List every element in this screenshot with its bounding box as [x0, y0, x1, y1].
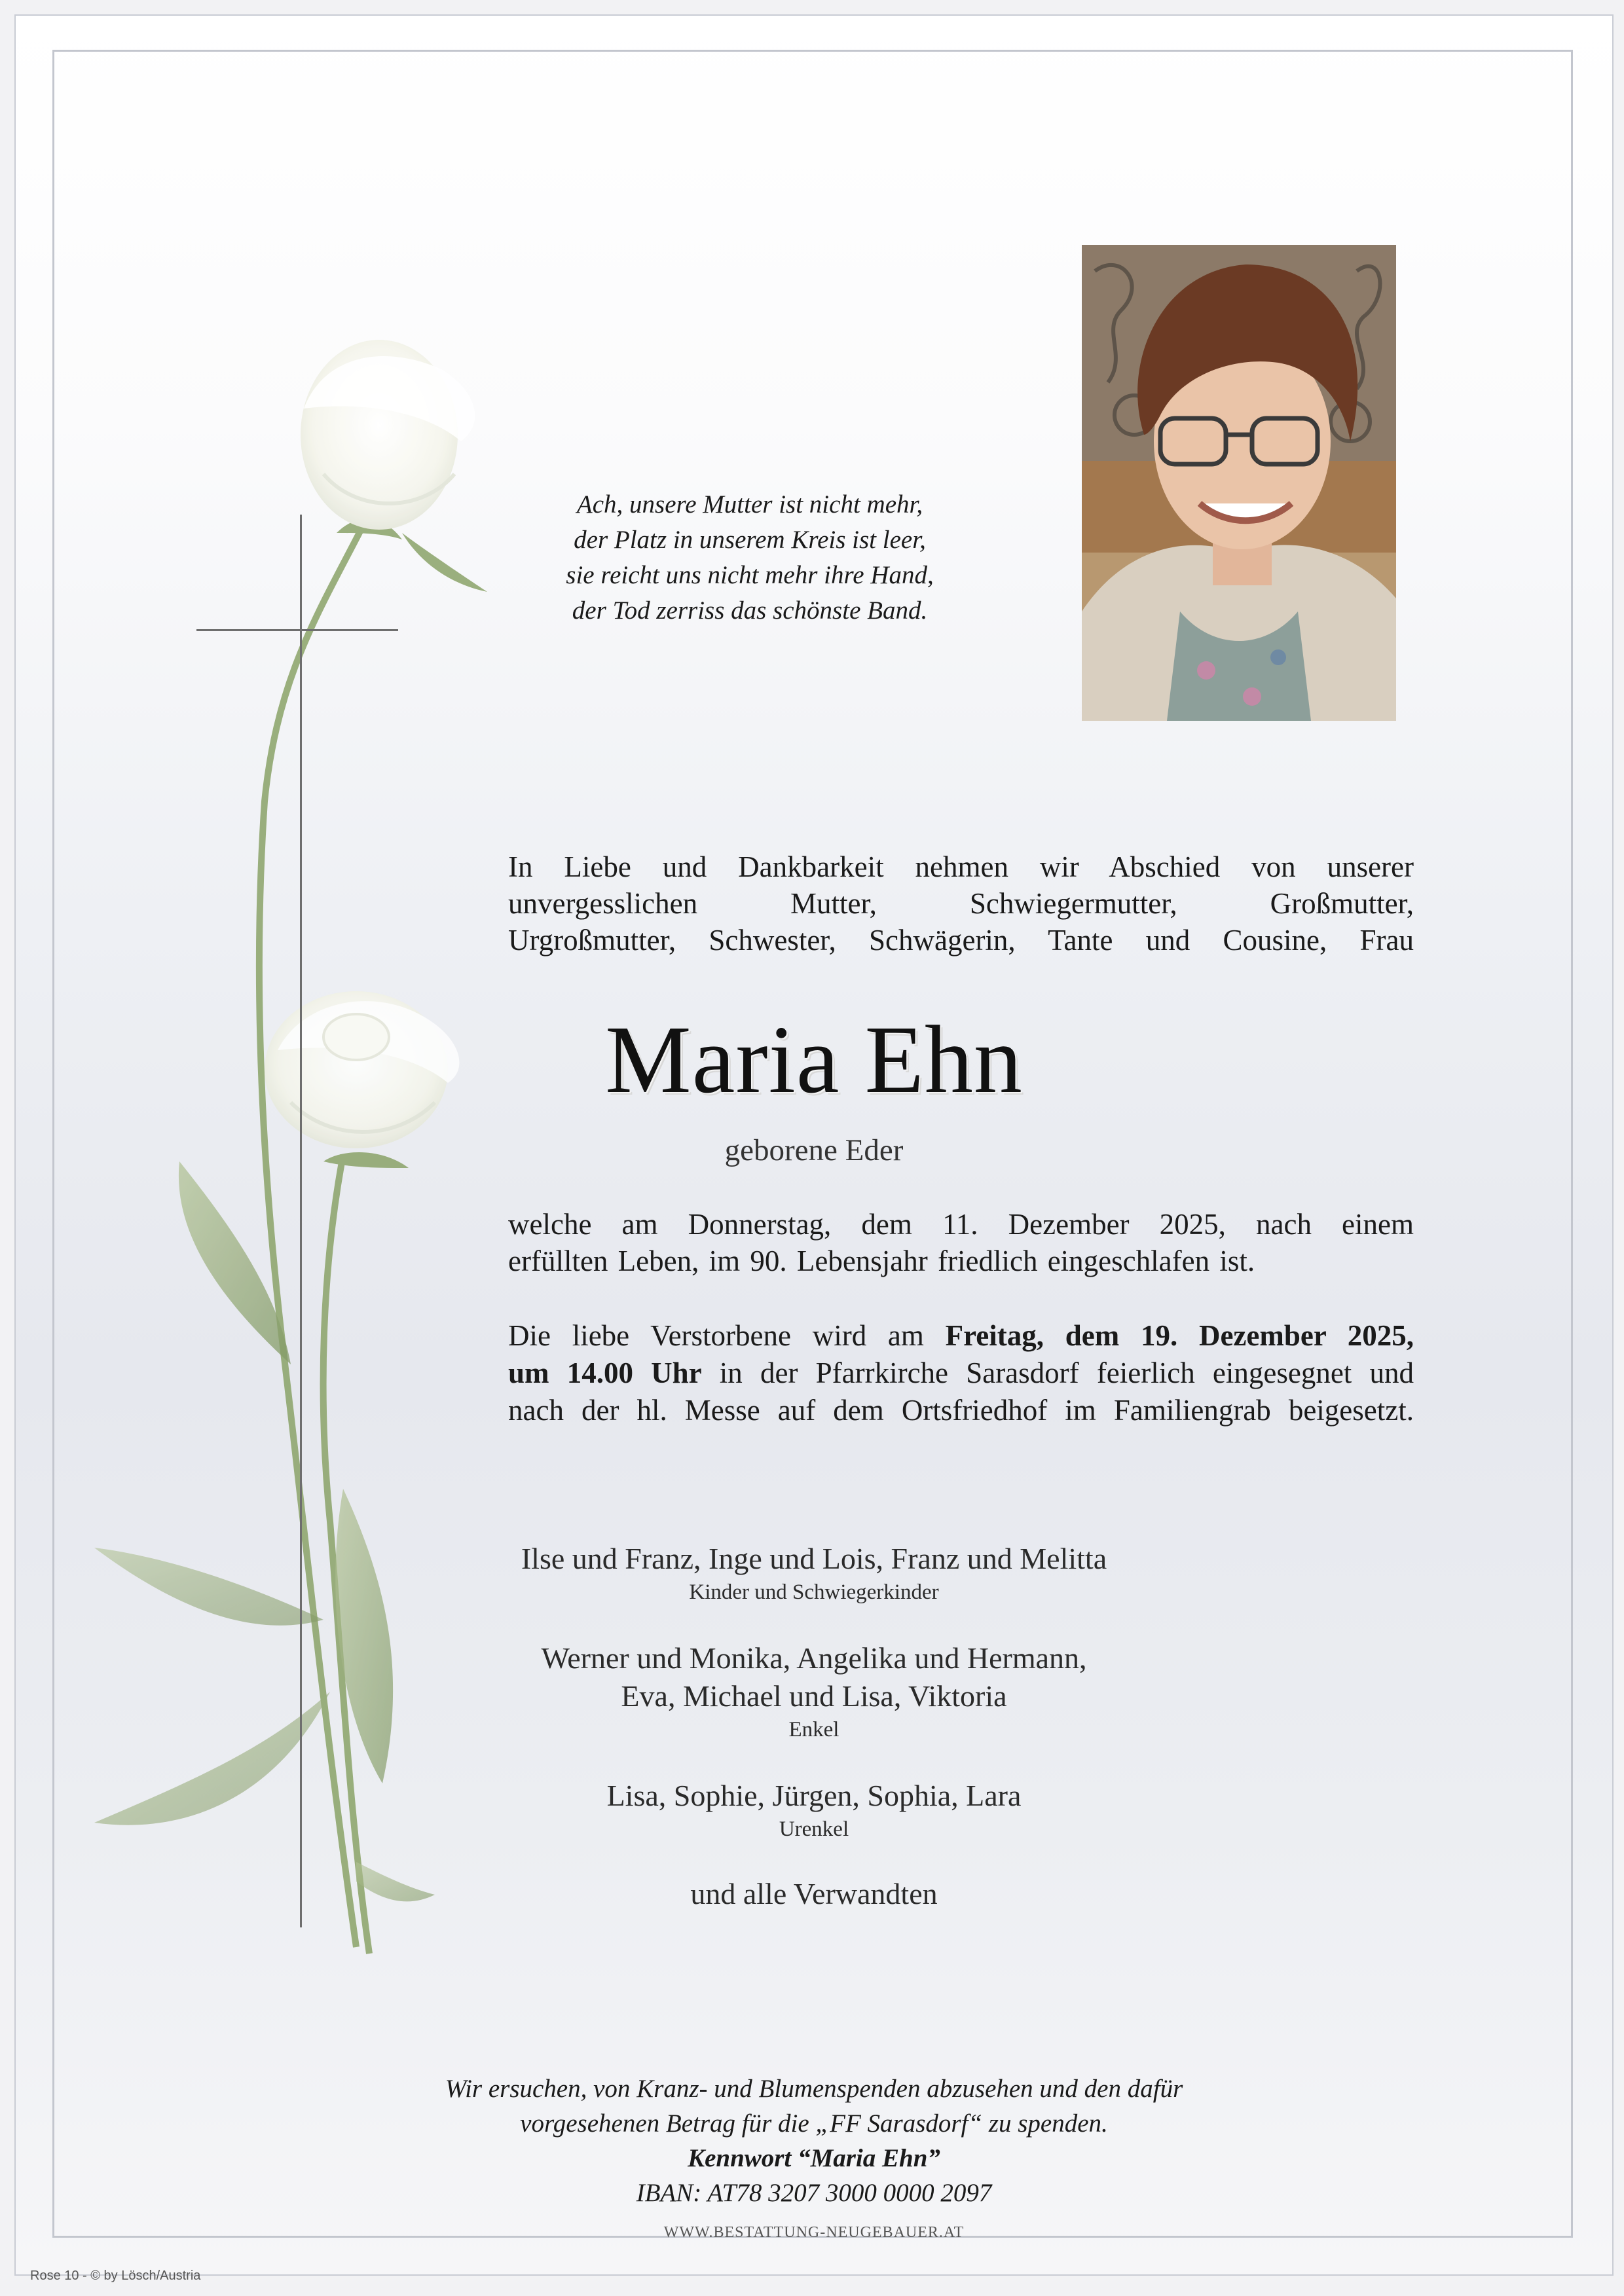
- passing-line: erfüllten Leben, im 90. Lebensjahr friedlich eingeschlafen ist.: [508, 1245, 1255, 1277]
- intro-text: [508, 848, 1414, 958]
- poem-line: der Platz in unserem Kreis ist leer,: [574, 526, 926, 554]
- poem-line: Ach, unsere Mutter ist nicht mehr,: [576, 490, 923, 519]
- obituary-card: [14, 14, 1614, 2276]
- appeal-line: vorgesehenen Betrag für die „FF Sarasdorf“ zu spenden.: [520, 2109, 1108, 2138]
- donation-appeal: [16, 2071, 1612, 2210]
- children-group: [16, 1540, 1612, 1607]
- template-credit: Rose 10 - © by Lösch/Austria: [30, 2269, 201, 2283]
- website: WWW.BESTATTUNG-NEUGEBAUER.AT: [663, 2224, 965, 2241]
- funeral-line-1: [508, 1317, 1414, 1355]
- grandchildren-group: [16, 1639, 1612, 1744]
- poem-line: sie reicht uns nicht mehr ihre Hand,: [566, 561, 934, 589]
- great-grandchildren-names: Lisa, Sophie, Jürgen, Sophia, Lara: [606, 1779, 1022, 1812]
- great-grandchildren-role: Urenkel: [779, 1817, 849, 1841]
- intro-line: In Liebe und Dankbarkeit nehmen wir Abschied von unserer: [508, 850, 1414, 883]
- grandchildren-role: Enkel: [788, 1718, 840, 1741]
- children-role: Kinder und Schwiegerkinder: [689, 1580, 939, 1604]
- funeral-date: Freitag, dem 19. Dezember 2025,: [945, 1319, 1414, 1352]
- passing-line: welche am Donnerstag, dem 11. Dezember 2025, nach einem: [508, 1208, 1414, 1241]
- grandchildren-names: Eva, Michael und Lisa, Viktoria: [621, 1679, 1007, 1713]
- birth-name: geborene Eder: [724, 1133, 904, 1167]
- funeral-place: in der Pfarrkirche Sarasdorf feierlich eingesegnet und: [701, 1357, 1414, 1389]
- funeral-intro: Die liebe Verstorbene wird am: [508, 1319, 946, 1352]
- intro-line: Urgroßmutter, Schwester, Schwägerin, Tante und Cousine, Frau: [508, 924, 1414, 957]
- funeral-text: [508, 1317, 1414, 1429]
- children-names: Ilse und Franz, Inge und Lois, Franz und Melitta: [521, 1542, 1107, 1575]
- great-grandchildren-group: [16, 1777, 1612, 1844]
- deceased-name: Maria Ehn: [605, 1006, 1023, 1114]
- appeal-line: Wir ersuchen, von Kranz- und Blumenspenden abzusehen und den dafür: [445, 2075, 1183, 2103]
- funeral-time: um 14.00 Uhr: [508, 1357, 702, 1389]
- relatives: und alle Verwandten: [690, 1877, 938, 1910]
- intro-line: unvergesslichen Mutter, Schwiegermutter, Großmutter,: [508, 887, 1414, 920]
- appeal-keyword: Kennwort “Maria Ehn”: [688, 2144, 940, 2172]
- portrait-photo: [1082, 245, 1396, 721]
- cross-bar: [196, 629, 398, 631]
- passing-text: [508, 1206, 1414, 1279]
- grandchildren-names: Werner und Monika, Angelika und Hermann,: [541, 1641, 1087, 1675]
- funeral-line-3: nach der hl. Messe auf dem Ortsfriedhof im Familiengrab beigesetzt.: [508, 1394, 1414, 1427]
- appeal-iban: IBAN: AT78 3207 3000 0000 2097: [636, 2179, 992, 2207]
- relatives-group: [16, 1875, 1612, 1913]
- funeral-line-2: [508, 1355, 1414, 1392]
- poem: [465, 487, 1035, 629]
- poem-line: der Tod zerriss das schönste Band.: [572, 596, 928, 625]
